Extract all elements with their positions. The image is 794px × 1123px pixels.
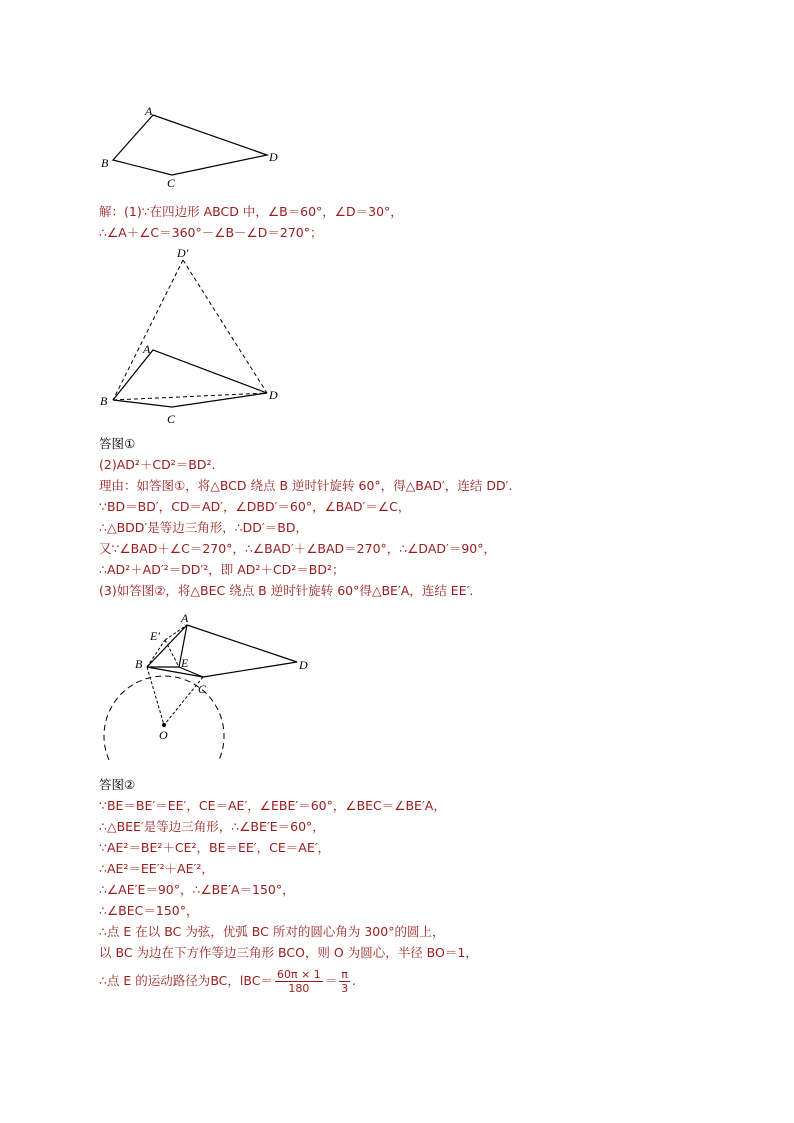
figure-caption-2: 答图②: [99, 777, 136, 792]
solution-line-11: ∴△BEE′是等边三角形，∴∠BE′E＝60°，: [99, 819, 325, 834]
solution-line-5: ∵BD＝BD′，CD＝AD′，∠DBD′＝60°，∠BAD′＝∠C，: [99, 499, 411, 514]
solution-line-2: ∴∠A＋∠C＝360°－∠B－∠D＝270°；: [99, 225, 323, 240]
period: .: [351, 973, 356, 988]
fraction-numerator: 60π × 1: [276, 968, 321, 981]
solution-line-14: ∴∠AE′E＝90°，∴∠BE′A＝150°，: [99, 882, 295, 897]
label-c: C: [167, 412, 176, 426]
figure-caption-1: 答图①: [99, 436, 136, 451]
label-e: E: [181, 656, 189, 670]
solution-line-4: 理由：如答图①，将△BCD 绕点 B 逆时针旋转 60°，得△BAD′，连结 DD′.: [99, 478, 513, 493]
fraction-numerator: π: [341, 968, 348, 981]
label-d: D: [269, 150, 278, 164]
solution-line-3: (2)AD²＋CD²＝BD².: [99, 457, 216, 472]
label-o: O: [159, 728, 168, 742]
label-c: C: [167, 176, 176, 190]
label-d: D: [269, 388, 278, 402]
equals-sign: ＝: [324, 973, 338, 988]
solution-line-7: 又∵∠BAD＋∠C＝270°，∴∠BAD′＋∠BAD＝270°，∴∠DAD′＝90°，: [99, 541, 497, 556]
fraction-denominator: 180: [288, 982, 310, 995]
label-a: A: [145, 104, 153, 118]
label-b: B: [100, 394, 108, 408]
solution-line-13: ∴AE²＝EE′²＋AE′²，: [99, 861, 214, 876]
solution-line-16: ∴点 E 在以 BC 为弦，优弧 BC 所对的圆心角为 300°的圆上，: [99, 924, 445, 939]
label-c: C: [198, 682, 207, 696]
label-a: A: [181, 611, 189, 625]
label-b: B: [101, 156, 109, 170]
fraction-arc-length: [275, 968, 323, 995]
solution-line-1: 解：(1)∵在四边形 ABCD 中，∠B＝60°，∠D＝30°，: [99, 204, 403, 219]
solution-line-18: [99, 968, 356, 995]
fraction-denominator: 3: [341, 982, 349, 995]
figure-answer-2: [95, 605, 315, 765]
figure-answer-1: [95, 245, 295, 430]
solution-line-9: (3)如答图②，将△BEC 绕点 B 逆时针旋转 60°得△BE′A，连结 EE′.: [99, 583, 474, 598]
figure-quadrilateral: [95, 100, 295, 195]
label-e-prime: E′: [150, 629, 160, 643]
fraction-result: [339, 968, 350, 995]
quadrilateral-abcd: [113, 115, 267, 175]
solution-line-12: ∵AE²＝BE²＋CE²，BE＝EE′，CE＝AE′，: [99, 840, 331, 855]
solution-line-8: ∴AD²＋AD′²＝DD′²，即 AD²＋CD²＝BD²；: [99, 562, 345, 577]
label-a: A: [143, 342, 151, 356]
label-b: B: [135, 657, 143, 671]
solution-line-6: ∴△BDD′是等边三角形，∴DD′＝BD，: [99, 520, 308, 535]
solution-line-17: 以 BC 为边在下方作等边三角形 BCO，则 O 为圆心，半径 BO＝1，: [99, 945, 478, 960]
label-d: D: [299, 658, 308, 672]
solution-line-10: ∵BE＝BE′＝EE′，CE＝AE′，∠EBE′＝60°，∠BEC＝∠BE′A，: [99, 798, 446, 813]
solution-line-15: ∴∠BEC＝150°，: [99, 903, 199, 918]
arc-length-text: BC，lBC＝: [210, 973, 273, 988]
label-d-prime: D′: [177, 246, 189, 260]
arc-path-text: ∴点 E 的运动路径为: [99, 973, 211, 988]
